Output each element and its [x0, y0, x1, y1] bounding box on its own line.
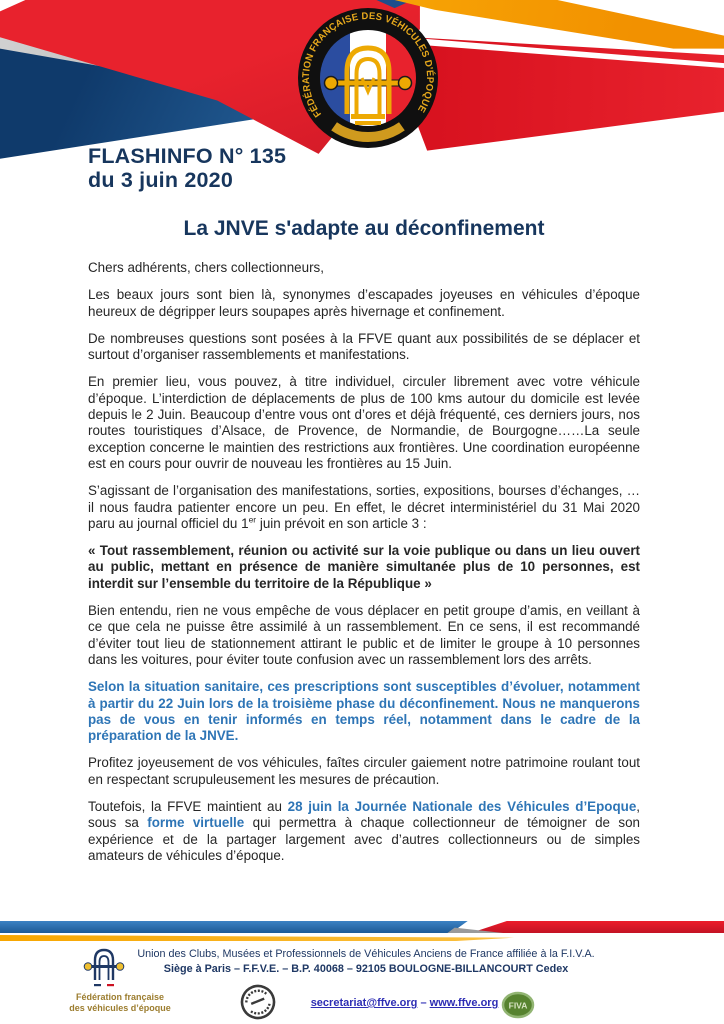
- toutefois-seg1: Toutefois, la FFVE maintient au: [88, 799, 288, 815]
- footer-stripe-gold: [0, 935, 724, 941]
- paragraph-profitez: Profitez joyeusement de vos véhicules, faîtes circuler gaiement notre patrimoine roulant tout en respectant scrupuleusement les mesures de précaution.: [88, 755, 640, 787]
- ffve-footer-emblem: [84, 950, 124, 986]
- forme-virtuelle-highlight: forme virtuelle: [147, 815, 245, 831]
- jnve-date-highlight: 28 juin la Journée Nationale des Véhicules d’Epoque: [287, 799, 637, 815]
- flashinfo-date: du 3 juin 2020: [88, 168, 233, 192]
- salutation: Chers adhérents, chers collectionneurs,: [88, 260, 324, 275]
- logo-ring-text: FÉDÉRATION FRANÇAISE DES VÉHICULES D'ÉPOQUE: [300, 10, 436, 119]
- footer-org-line2: Siège à Paris – F.F.V.E. – B.P. 40068 – 92105 BOULOGNE-BILLANCOURT Cedex: [163, 963, 569, 975]
- footer-links: [297, 997, 512, 1009]
- footer-logo-caption-2: des véhicules d’époque: [69, 1003, 171, 1013]
- paragraph-selon-situation: Selon la situation sanitaire, ces prescriptions sont susceptibles d’évoluer, notamment à partir du 22 Juin lors de la troisième phase du déconfinement. Nous ne manquerons pas de vous en tenir informés en temps réel, notamment dans le cadre de la préparation de la JNVE.: [88, 679, 640, 744]
- paragraph-questions: De nombreuses questions sont posées à la FFVE quant aux possibilités de se déplacer et surtout d’organiser rassemblements et manifestations.: [88, 330, 640, 363]
- page-title: La JNVE s'adapte au déconfinement: [183, 217, 545, 240]
- footer-org-line1: Union des Clubs, Musées et Professionnels de Véhicules Anciens de France affiliée à la F.I.V.A.: [137, 948, 595, 960]
- fiva-label: FIVA: [508, 1000, 528, 1011]
- paragraph-bien-entendu: Bien entendu, rien ne vous empêche de vous déplacer en petit groupe d’amis, en veillant à ce que cela ne puisse être assimilé à un rassemblement. En ce sens, il est recommandé d’éviter tout lieu de stationnement attirant le public et de limiter le groupe à 10 personnes dans les voitures, pour éviter toute confusion avec un rassemblement lors des arrêts.: [88, 603, 640, 667]
- toutefois-seg3: , sous sa: [88, 799, 641, 831]
- email-link[interactable]: secretariat@ffve.org: [310, 997, 418, 1009]
- paragraph-decret-quote: « Tout rassemblement, réunion ou activité sur la voie publique ou dans un lieu ouvert au public, mettant en présence de manière simultanée plus de 10 personnes, est interdit sur l’ensemble du territoire de la République »: [88, 543, 640, 591]
- link-separator: –: [417, 997, 430, 1009]
- flashinfo-heading: [88, 144, 286, 192]
- paragraph-toutefois: [88, 799, 640, 864]
- stamp-icon: [237, 981, 279, 1023]
- paragraph-beaux-jours: Les beaux jours sont bien là, synonymes d’escapades joyeuses en véhicules d’époque heureux de dégripper leurs soupapes après hivernage et confinement.: [88, 287, 640, 319]
- toutefois-seg5: qui permettra à chaque collectionneur de témoigner de son expérience et de la partager largement avec d’autres collectionneurs ou de simples amateurs de véhicules d’époque.: [88, 815, 640, 863]
- paragraph-premier-lieu: En premier lieu, vous pouvez, à titre individuel, circuler librement avec votre véhicule d’époque. L’interdiction de déplacements de plus de 100 kms autour du domicile est levée depuis le 2 Juin. Beaucoup d’entre vous ont d’ores et déjà fréquenté, ces derniers jours, nos routes touristiques d’Alsace, de Provence, de Normandie, de Bourgogne……La seule exception concerne le maintien des restrictions aux frontières. Une coordination européenne est en cours pour ouvrir de nouveau les frontières au 15 Juin.: [88, 374, 640, 471]
- ordinal-superscript: er: [248, 514, 257, 525]
- header-graphic: [0, 0, 724, 162]
- newsletter-body: [88, 216, 640, 875]
- ffve-logo-badge: [296, 6, 440, 150]
- sagissant-text: S’agissant de l’organisation des manifestations, sorties, expositions, bourses d’échanges, … il nous faudra patienter encore un peu. En effet, le décret interministériel du 31 Mai 2020 paru au journal officiel du 1: [88, 483, 640, 531]
- sagissant-text-end: juin prévoit en son article 3 :: [256, 515, 427, 531]
- website-link[interactable]: www.ffve.org: [429, 997, 499, 1009]
- footer-logo-caption-1: Fédération française: [75, 992, 165, 1002]
- paragraph-sagissant: [88, 483, 640, 532]
- fiva-logo: [500, 990, 536, 1020]
- flashinfo-number: FLASHINFO N° 135: [88, 144, 287, 168]
- ffve-footer-logo: [60, 942, 180, 1016]
